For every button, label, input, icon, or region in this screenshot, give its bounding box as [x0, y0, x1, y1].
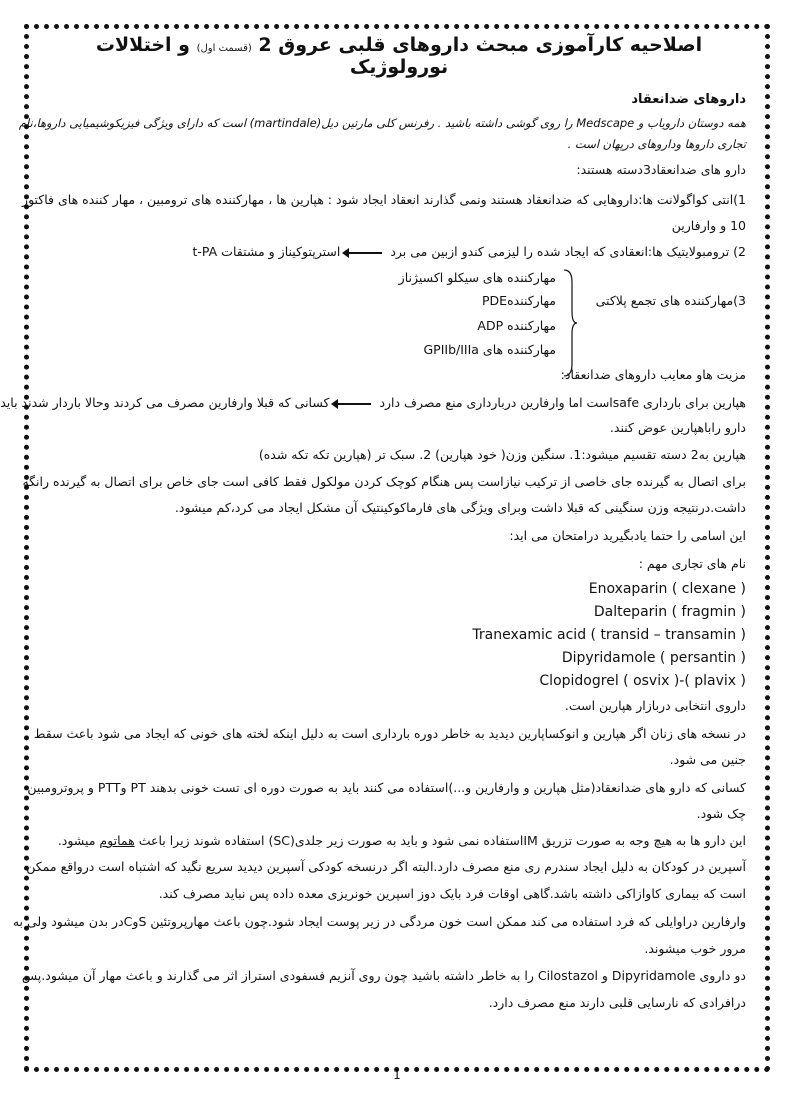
page-title — [52, 34, 746, 78]
women-line-1: در نسخه های زنان اگر هپارین و انوکساپارین دیدید به خاطر دوره بارداری است به دلیل اینکه لخته های خونی که ایجاد می شود باعث سقط — [33, 726, 746, 741]
title-main-a: اصلاحیه کارآموزی مبحث داروهای قلبی عروق 2 — [258, 34, 703, 56]
warfarin-line-1: وارفارین دراوایلی که فرد استفاده می کند ممکن است خون مردگی در زیر پوست ایجاد شود.چون باعث مهارپروتئین SوCدر بدن میشود ولی به — [12, 914, 746, 929]
women-line-2: جنین می شود. — [669, 752, 746, 767]
arrow-icon — [348, 252, 382, 254]
pros-cons-title: مزیت هاو معایب داروهای ضدانعقاد: — [560, 367, 746, 382]
title-part: (قسمت اول) — [196, 43, 252, 54]
group-3-item-2: مهارکنندهPDE — [482, 293, 556, 308]
cilostazol-line-2: درافرادی که نارسایی قلبی دارند منع مصرف دارد. — [488, 995, 746, 1010]
heparin-safe-line-2: دارو راباهپارین عوض کنند. — [609, 420, 746, 435]
group-3-item-3: مهارکننده ADP — [477, 318, 556, 333]
group-2-text: 2) ترومبولایتیک ها:انعقادی که ایجاد شده را لیزمی کندو ازبین می برد — [390, 244, 746, 259]
heparin-safe-target: کسانی که قبلا وارفارین مصرف می کردند وحالا باردار شدند باید — [0, 395, 330, 410]
heparin-types: هپارین به2 دسته تقسیم میشود:1. سنگین وزن( خود هپارین) 2. سبک تر (هپارین تکه تکه شده) — [258, 447, 746, 462]
group-2-target: استرپتوکیناز و مشتقات t-PA — [192, 244, 341, 259]
brand-item: Dipyridamole ( persantin ) — [561, 650, 746, 666]
binding-line-1: برای اتصال به گیرنده جای خاصی از ترکیب نیازاست پس هنگام کوچک کردن مولکول فقط کافی است جای خاص برای اتصال به گیرنده رانگه — [22, 474, 746, 489]
heparin-safe-line — [0, 395, 746, 410]
aspirin-line-1: آسپرین در کودکان به دلیل ایجاد سندرم ری منع مصرف دارد.البته اگر درنسخه کودکی آسپرین دیدید سریع نگید که اشتباه است درواقع ممکن — [26, 859, 746, 874]
brand-item: Tranexamic acid ( transid – transamin ) — [472, 627, 746, 643]
im-line — [58, 833, 746, 848]
brand-item: Dalteparin ( fragmin ) — [593, 604, 746, 620]
tests-line-2: چک شود. — [696, 806, 746, 821]
intro-line-1: همه دوستان دارویاب و Medscape را روی گوشی داشته باشید . رفرنس کلی مارتین دیل(martindale) است که دارای ویژگی فیزیکوشیمیایی داروها،نام — [18, 116, 746, 130]
page-number: 1 — [393, 1068, 401, 1082]
binding-line-2: داشت.درنتیجه وزن سنگینی که قبلا داشت وبرای ویژگی های فارماکوکینتیک آن مشکل ایجاد می کرد،کم میشود. — [174, 500, 746, 515]
intro-line-2: تجاری داروها وداروهای درپهان است . — [567, 137, 746, 151]
group-1-line-1: 1)انتی کواگولانت ها:داروهایی که ضدانعقاد هستند ونمی گذارند انعقاد ایجاد شود : هپارین ها ، مهارکننده های ترومبین ، مهار کننده های فاکتور — [22, 192, 746, 207]
cilostazol-line-1: دو داروی Dipyridamole و Cilostazol را به خاطر داشته باشید چون روی آنزیم فسفودی استراز اثر می گذارند و باعث مهار آن میشود.پس — [21, 968, 746, 983]
names-note: این اسامی را حتما یادبگیرید درامتحان می اید: — [509, 528, 746, 543]
arrow-icon — [337, 403, 371, 405]
heparin-safe-text: هپارین برای بارداری safeاست اما وارفارین دربارداری منع مصرف دارد — [379, 395, 746, 410]
aspirin-line-2: است که بیماری کاوازاکی داشته باشد.گاهی اوقات فرد بایک دوز اسپرین خونریزی معده داده پس نباید مصرف کند. — [158, 886, 746, 901]
brand-item: Enoxaparin ( clexane ) — [588, 581, 746, 597]
brand-title: نام های تجاری مهم : — [638, 556, 746, 571]
group-3-item-4: مهارکننده های GPIIb/IIIa — [423, 342, 556, 357]
group-3-label: 3)مهارکننده های تجمع پلاکتی — [595, 293, 746, 308]
brand-item: Clopidogrel ( osvix )-( plavix ) — [539, 673, 746, 689]
im-end: میشود. — [57, 833, 96, 848]
group-1-line-2: 10 و وارفارین — [671, 218, 746, 233]
warfarin-line-2: مرور خوب میشوند. — [644, 941, 746, 956]
drug-of-choice: داروی انتخابی دربازار هپارین است. — [564, 698, 746, 713]
title-main-b: و اختلالات نورولوژیک — [95, 34, 449, 78]
curly-brace-icon — [562, 268, 578, 378]
groups-intro: دارو های ضدانعقاد3دسته هستند: — [576, 162, 746, 177]
group-2-line — [193, 244, 747, 259]
group-3-item-1: مهارکننده های سیکلو اکسیژناز — [398, 270, 556, 285]
im-underlined: هماتوم — [99, 833, 135, 848]
section-heading: داروهای ضدانعقاد — [631, 92, 746, 107]
tests-line-1: کسانی که دارو های ضدانعقاد(مثل هپارین و وارفارین و...)استفاده می کنند باید به صورت دوره ای تست خونی بدهند PT وPTT و پروترومبین — [27, 780, 746, 795]
im-text: این دارو ها به هیچ وجه به صورت تزریق IMاستفاده نمی شود و باید به صورت زیر جلدی(SC) استفاده شوند زیرا باعث — [138, 833, 746, 848]
